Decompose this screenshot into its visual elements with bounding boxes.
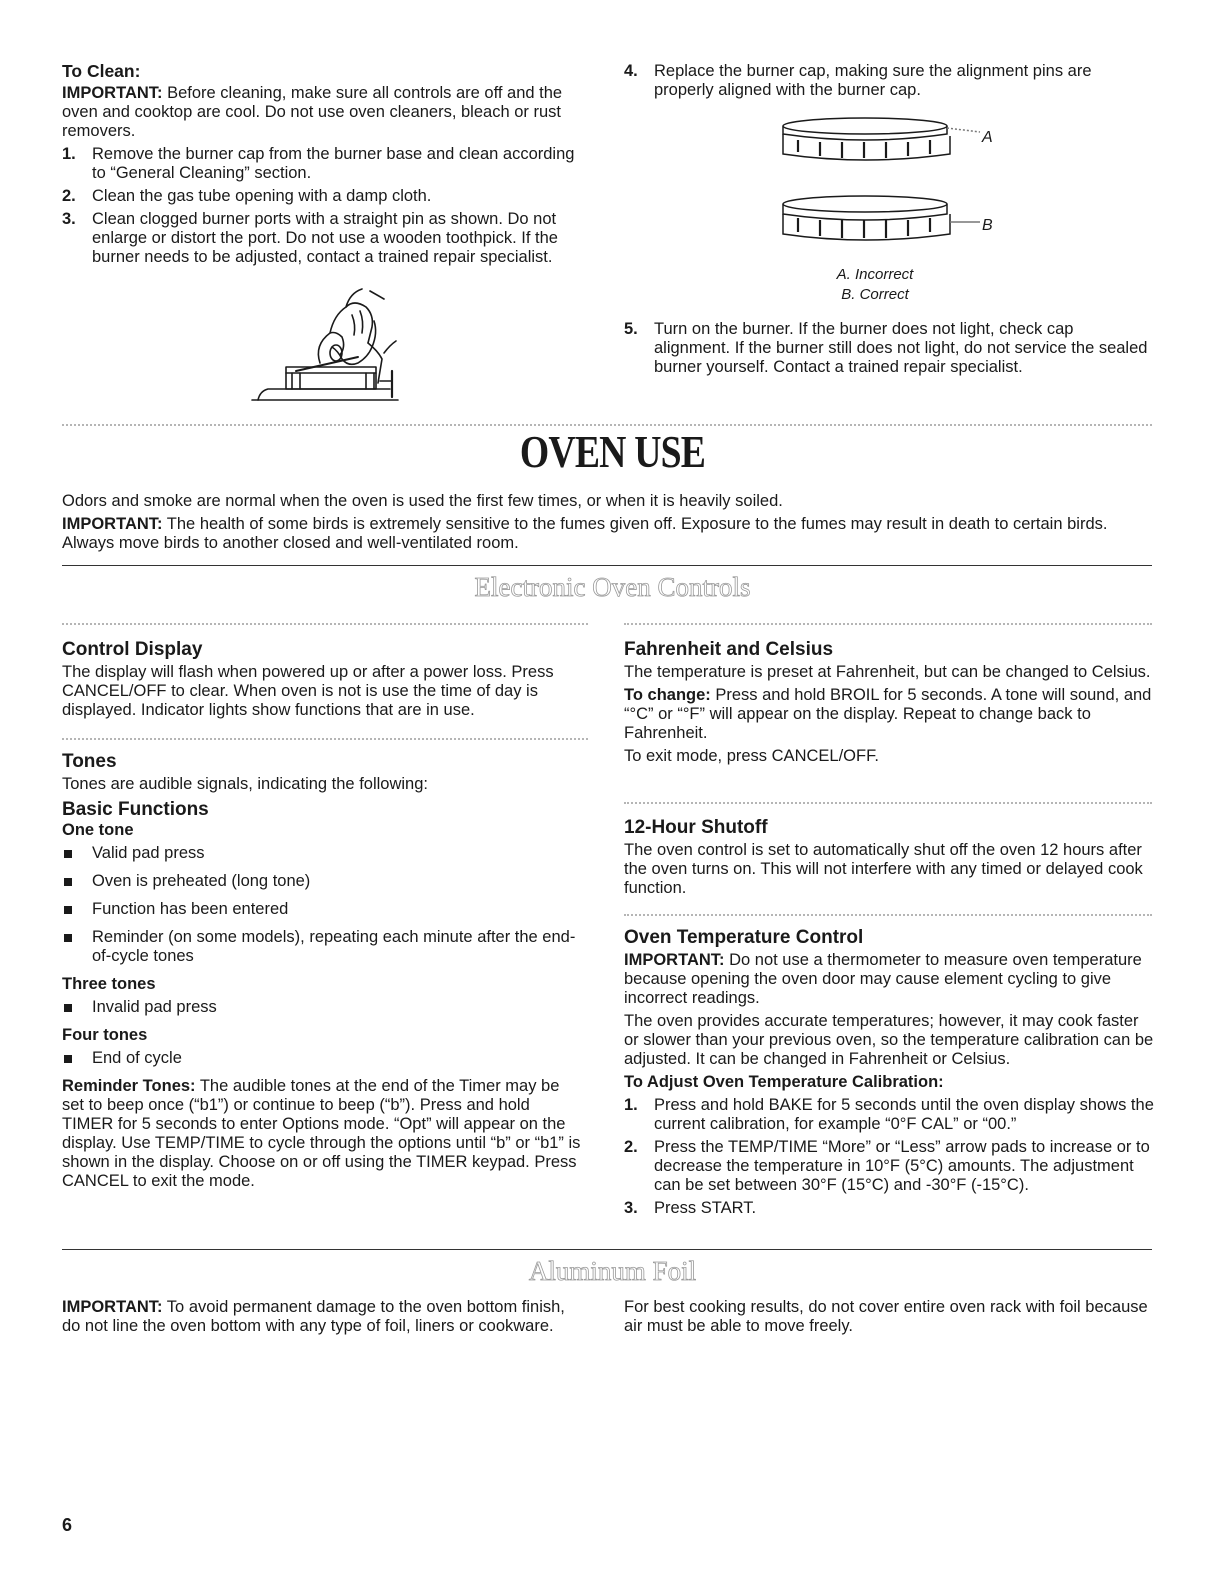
reminder-tones-text: The audible tones at the end of the Timer may be set to beep once (“b1”) or continue to beep (“b”). Press and hold TIMER for 5 seconds to enter Options mode. “Opt” will appear on the display. Use TEMP/TIME to cycle through the options until “b” or “b1” is shown in the display. Choose on or off using the TIMER keypad. Press CANCEL to exit the mode. [62, 1077, 581, 1190]
adjust-calibration-heading: To Adjust Oven Temperature Calibration: [624, 1073, 944, 1091]
step-text: Clean the gas tube opening with a damp cloth. [92, 187, 432, 205]
burner-cap-diagram [780, 112, 1010, 262]
important-text: Do not use a thermometer to measure oven temperature because opening the oven door may cause element cycling to give incorrect readings. [624, 951, 1142, 1007]
step-number: 5. [624, 320, 638, 338]
step-number: 3. [62, 210, 76, 228]
step-text: Press START. [654, 1199, 757, 1217]
fahrenheit-exit: To exit mode, press CANCEL/OFF. [624, 747, 879, 765]
foil-right-text: For best cooking results, do not cover entire oven rack with foil because air must be able to move freely. [624, 1298, 1148, 1335]
foil-right-column [624, 1298, 1154, 1336]
list-item [624, 1096, 1154, 1134]
diagram-label-a: A [982, 129, 993, 146]
clean-steps-list [62, 145, 582, 267]
temp-control-text: The oven provides accurate temperatures; however, it may cook faster or slower than your previous oven, so the temperature calibration can be adjusted. It can be changed in Fahrenheit or Celsius. [624, 1012, 1154, 1068]
list-item [62, 1049, 582, 1068]
one-tone-heading: One tone [62, 821, 134, 839]
divider [62, 623, 588, 628]
clean-steps-list-right-2 [624, 320, 1154, 377]
list-item [624, 1199, 1154, 1218]
step-number: 4. [624, 62, 638, 80]
divider [62, 738, 588, 743]
aluminum-foil-title: Aluminum Foil [528, 1256, 697, 1286]
important-label: IMPORTANT: [62, 84, 163, 102]
step-text: Press and hold BAKE for 5 seconds until the oven display shows the current calibration, for example “0°F CAL” or “00.” [654, 1096, 1154, 1133]
divider [624, 802, 1152, 807]
oven-use-intro [62, 492, 1162, 553]
pin-cleaning-illustration [250, 285, 410, 405]
divider [62, 1249, 1152, 1250]
caption-correct: B. Correct [841, 286, 909, 303]
bullet-icon [64, 878, 72, 886]
temp-control-section [624, 928, 1154, 1222]
shutoff-heading: 12-Hour Shutoff [624, 817, 768, 838]
step-number: 1. [624, 1096, 638, 1114]
control-display-text: The display will flash when powered up or after a power loss. Press CANCEL/OFF to clear. When oven is not is use the time of day is displayed. Indicator lights show functions that are in use. [62, 663, 554, 719]
calibration-steps-list [624, 1096, 1154, 1218]
step-number: 3. [624, 1199, 638, 1217]
list-item-text: Function has been entered [92, 900, 289, 918]
clean-steps-list-right [624, 62, 1154, 100]
important-text: The health of some birds is extremely sensitive to the fumes given off. Exposure to the fumes may result in death to certain birds. Always move birds to another closed and well-ventilated room. [62, 515, 1108, 552]
four-tones-list [62, 1049, 582, 1068]
important-text: To avoid permanent damage to the oven bottom finish, do not line the oven bottom with any type of foil, liners or cookware. [62, 1298, 565, 1335]
three-tones-list [62, 998, 582, 1017]
clean-heading: To Clean: [62, 61, 141, 81]
change-label: To change: [624, 686, 711, 704]
diagram-captions [800, 265, 950, 305]
list-item-text: Oven is preheated (long tone) [92, 872, 311, 890]
fahrenheit-section [624, 640, 1154, 766]
left-column [62, 640, 582, 720]
list-item [62, 998, 582, 1017]
clean-right-column [624, 62, 1154, 104]
list-item-text: Reminder (on some models), repeating each minute after the end-of-cycle tones [92, 928, 576, 965]
bullet-icon [64, 1004, 72, 1012]
step-number: 2. [62, 187, 76, 205]
tones-heading: Tones [62, 751, 117, 772]
clean-left-column [62, 62, 582, 271]
list-item [62, 872, 582, 891]
list-item [624, 62, 1154, 100]
electronic-oven-controls-title: Electronic Oven Controls [474, 572, 751, 602]
divider [624, 623, 1152, 628]
reminder-tones-label: Reminder Tones: [62, 1077, 196, 1095]
page-number: 6 [62, 1515, 73, 1535]
important-text: Before cleaning, make sure all controls are off and the oven and cooktop are cool. Do not use oven cleaners, bleach or rust removers. [62, 84, 563, 140]
divider [62, 565, 1152, 566]
bullet-icon [64, 934, 72, 942]
tones-section [62, 752, 582, 1191]
list-item [62, 928, 582, 966]
list-item [62, 145, 582, 183]
important-label: IMPORTANT: [62, 515, 163, 533]
foil-important [62, 1298, 582, 1336]
temp-control-important [624, 951, 1154, 1008]
shutoff-section [624, 818, 1154, 898]
reminder-tones-paragraph [62, 1077, 582, 1191]
divider [624, 914, 1152, 919]
control-display-heading: Control Display [62, 639, 203, 660]
list-item-text: Valid pad press [92, 844, 205, 862]
step-text: Remove the burner cap from the burner base and clean according to “General Cleaning” section. [92, 145, 575, 182]
fahrenheit-change [624, 686, 1154, 743]
four-tones-heading: Four tones [62, 1026, 148, 1044]
tones-text: Tones are audible signals, indicating the following: [62, 775, 428, 793]
step-text: Turn on the burner. If the burner does not light, check cap alignment. If the burner still does not light, do not service the sealed burner yourself. Contact a trained repair specialist. [654, 320, 1148, 376]
list-item-text: End of cycle [92, 1049, 182, 1067]
diagram-label-b: B [982, 217, 993, 234]
bullet-icon [64, 906, 72, 914]
bullet-icon [64, 850, 72, 858]
step-text: Replace the burner cap, making sure the alignment pins are properly aligned with the burner cap. [654, 62, 1092, 99]
important-label: IMPORTANT: [624, 951, 725, 969]
fahrenheit-text: The temperature is preset at Fahrenheit, but can be changed to Celsius. [624, 663, 1151, 681]
oven-use-title: OVEN USE [519, 426, 706, 477]
clean-important [62, 84, 582, 141]
list-item-text: Invalid pad press [92, 998, 217, 1016]
step-number: 2. [624, 1138, 638, 1156]
three-tones-heading: Three tones [62, 975, 156, 993]
basic-functions-heading: Basic Functions [62, 799, 209, 820]
foil-left-column [62, 1298, 582, 1336]
oven-use-intro-text: Odors and smoke are normal when the oven is used the first few times, or when it is heavily soiled. [62, 492, 783, 510]
list-item [62, 210, 582, 267]
oven-use-important [62, 515, 1162, 553]
list-item [62, 844, 582, 863]
shutoff-text: The oven control is set to automatically shut off the oven 12 hours after the oven turns on. This will not interfere with any timed or delayed cook function. [624, 841, 1143, 897]
one-tone-list [62, 844, 582, 966]
caption-incorrect: A. Incorrect [836, 266, 914, 283]
step-text: Clean clogged burner ports with a straight pin as shown. Do not enlarge or distort the port. Do not use a wooden toothpick. If the burner needs to be adjusted, contact a trained repair specialist. [92, 210, 558, 266]
list-item [624, 1138, 1154, 1195]
list-item [624, 320, 1154, 377]
fahrenheit-heading: Fahrenheit and Celsius [624, 639, 834, 660]
change-text: Press and hold BROIL for 5 seconds. A tone will sound, and “°C” or “°F” will appear on the display. Repeat to change back to Fahrenheit. [624, 686, 1152, 742]
important-label: IMPORTANT: [62, 1298, 163, 1316]
list-item [62, 900, 582, 919]
list-item [62, 187, 582, 206]
bullet-icon [64, 1055, 72, 1063]
step-text: Press the TEMP/TIME “More” or “Less” arrow pads to increase or to decrease the temperature in 10°F (5°C) amounts. The adjustment can be set between 30°F (15°C) and -30°F (-15°C). [654, 1138, 1150, 1194]
clean-right-column-bottom [624, 320, 1154, 381]
step-number: 1. [62, 145, 76, 163]
temp-control-heading: Oven Temperature Control [624, 927, 864, 948]
